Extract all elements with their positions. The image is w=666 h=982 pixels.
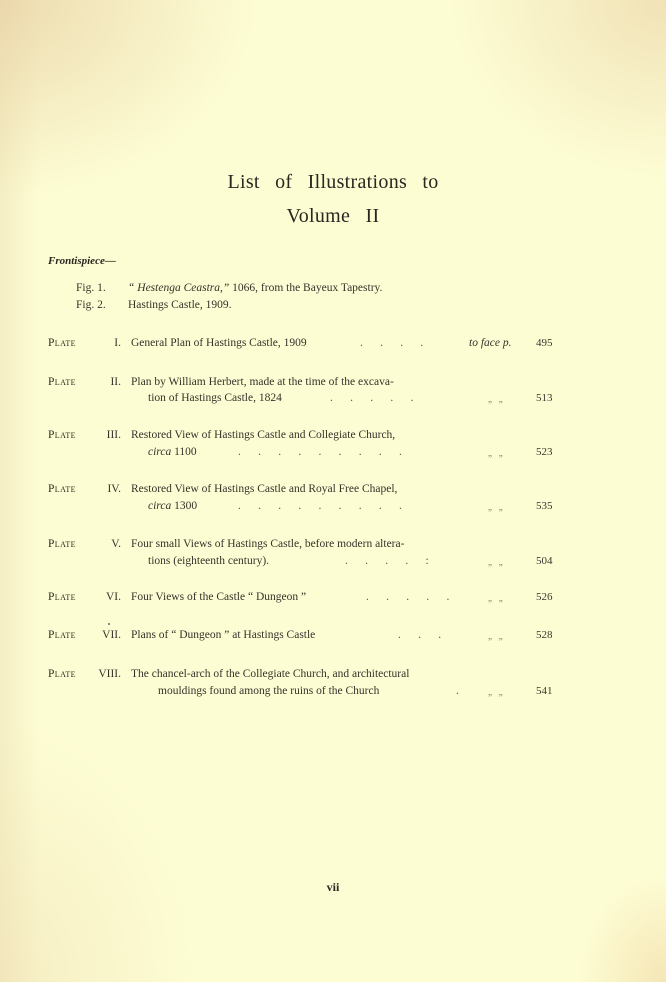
- plate-page-number: 535: [536, 500, 553, 512]
- plate-numeral: VIII.: [98, 668, 121, 680]
- plate-caption-line-2: mouldings found among the ruins of the Church: [158, 685, 380, 697]
- plate-page-number: 504: [536, 555, 553, 567]
- leader-dots: .: [456, 685, 459, 697]
- frontispiece-heading: Frontispiece—: [48, 255, 116, 267]
- ditto-marks: „ „: [488, 394, 503, 404]
- plate-caption-year: 1100: [171, 446, 197, 458]
- figure-caption: [128, 299, 232, 311]
- plate-caption-line-1: Four small Views of Hastings Castle, before modern altera-: [131, 538, 405, 550]
- plate-numeral: VI.: [105, 591, 121, 603]
- leader-dots: . . . .: [360, 337, 424, 349]
- plate-prefix: Plate: [48, 376, 76, 388]
- page-title-line-1: List of Illustrations to: [227, 171, 439, 193]
- plate-caption-line-1: Restored View of Hastings Castle and Collegiate Church,: [131, 429, 396, 441]
- plate-page-number: 513: [536, 392, 553, 404]
- plate-caption: Four Views of the Castle “ Dungeon ”: [131, 591, 307, 603]
- plate-prefix: Plate: [48, 538, 76, 550]
- plate-numeral: II.: [110, 376, 121, 388]
- leader-dots: . . . . .: [366, 591, 450, 603]
- plate-caption-line-2: [148, 500, 197, 512]
- figure-caption: [128, 282, 382, 294]
- plate-prefix: Plate: [48, 629, 76, 641]
- circa-italic: circa: [148, 446, 172, 458]
- plate-page-number: 528: [536, 629, 553, 641]
- circa-italic: circa: [148, 500, 172, 512]
- plate-caption-line-1: Plan by William Herbert, made at the time of the excava-: [131, 376, 394, 388]
- plate-caption-line-1: Restored View of Hastings Castle and Royal Free Chapel,: [131, 483, 398, 495]
- print-speck: [108, 623, 110, 625]
- plate-prefix: Plate: [48, 483, 76, 495]
- leader-dots: . . . . :: [345, 555, 429, 567]
- figure-caption-text: 1066, from the Bayeux Tapestry.: [229, 282, 383, 294]
- leader-dots: . . .: [398, 629, 442, 641]
- plate-numeral: IV.: [107, 483, 121, 495]
- plate-page-number: 495: [536, 337, 553, 349]
- leader-dots: . . . . . . . . .: [238, 446, 402, 458]
- plate-prefix: Plate: [48, 429, 76, 441]
- leader-dots: . . . . .: [330, 392, 414, 404]
- plate-reference: to face p.: [469, 337, 512, 349]
- plate-numeral: I.: [114, 337, 121, 349]
- plate-page-number: 526: [536, 591, 553, 603]
- plate-caption: General Plan of Hastings Castle, 1909: [131, 337, 307, 349]
- plate-caption-line-2: [148, 446, 197, 458]
- plate-caption-line-2: tions (eighteenth century).: [148, 555, 270, 567]
- ditto-marks: „ „: [488, 631, 503, 641]
- ditto-marks: „ „: [488, 557, 503, 567]
- ditto-marks: „ „: [488, 448, 503, 458]
- plate-caption-year: 1300: [171, 500, 198, 512]
- figure-label: Fig. 1.: [76, 282, 106, 294]
- leader-dots: . . . . . . . . .: [238, 500, 402, 512]
- plate-page-number: 541: [536, 685, 553, 697]
- figure-caption-italic: “ Hestenga Ceastra,”: [128, 282, 230, 294]
- plate-prefix: Plate: [48, 668, 76, 680]
- plate-caption: Plans of “ Dungeon ” at Hastings Castle: [131, 629, 316, 641]
- plate-caption-line-1: The chancel-arch of the Collegiate Church, and architectural: [131, 668, 410, 680]
- figure-caption-text: Hastings Castle, 1909.: [128, 299, 232, 311]
- plate-prefix: Plate: [48, 337, 76, 349]
- page-folio-number: vii: [326, 880, 340, 894]
- page-title-line-2: Volume II: [286, 205, 380, 227]
- plate-numeral: VII.: [102, 629, 121, 641]
- ditto-marks: „ „: [488, 502, 503, 512]
- plate-caption-line-2: tion of Hastings Castle, 1824: [148, 392, 282, 404]
- plate-page-number: 523: [536, 446, 553, 458]
- plate-numeral: III.: [106, 429, 121, 441]
- figure-label: Fig. 2.: [76, 299, 106, 311]
- ditto-marks: „ „: [488, 687, 503, 697]
- plate-numeral: V.: [111, 538, 121, 550]
- ditto-marks: „ „: [488, 593, 503, 603]
- plate-prefix: Plate: [48, 591, 76, 603]
